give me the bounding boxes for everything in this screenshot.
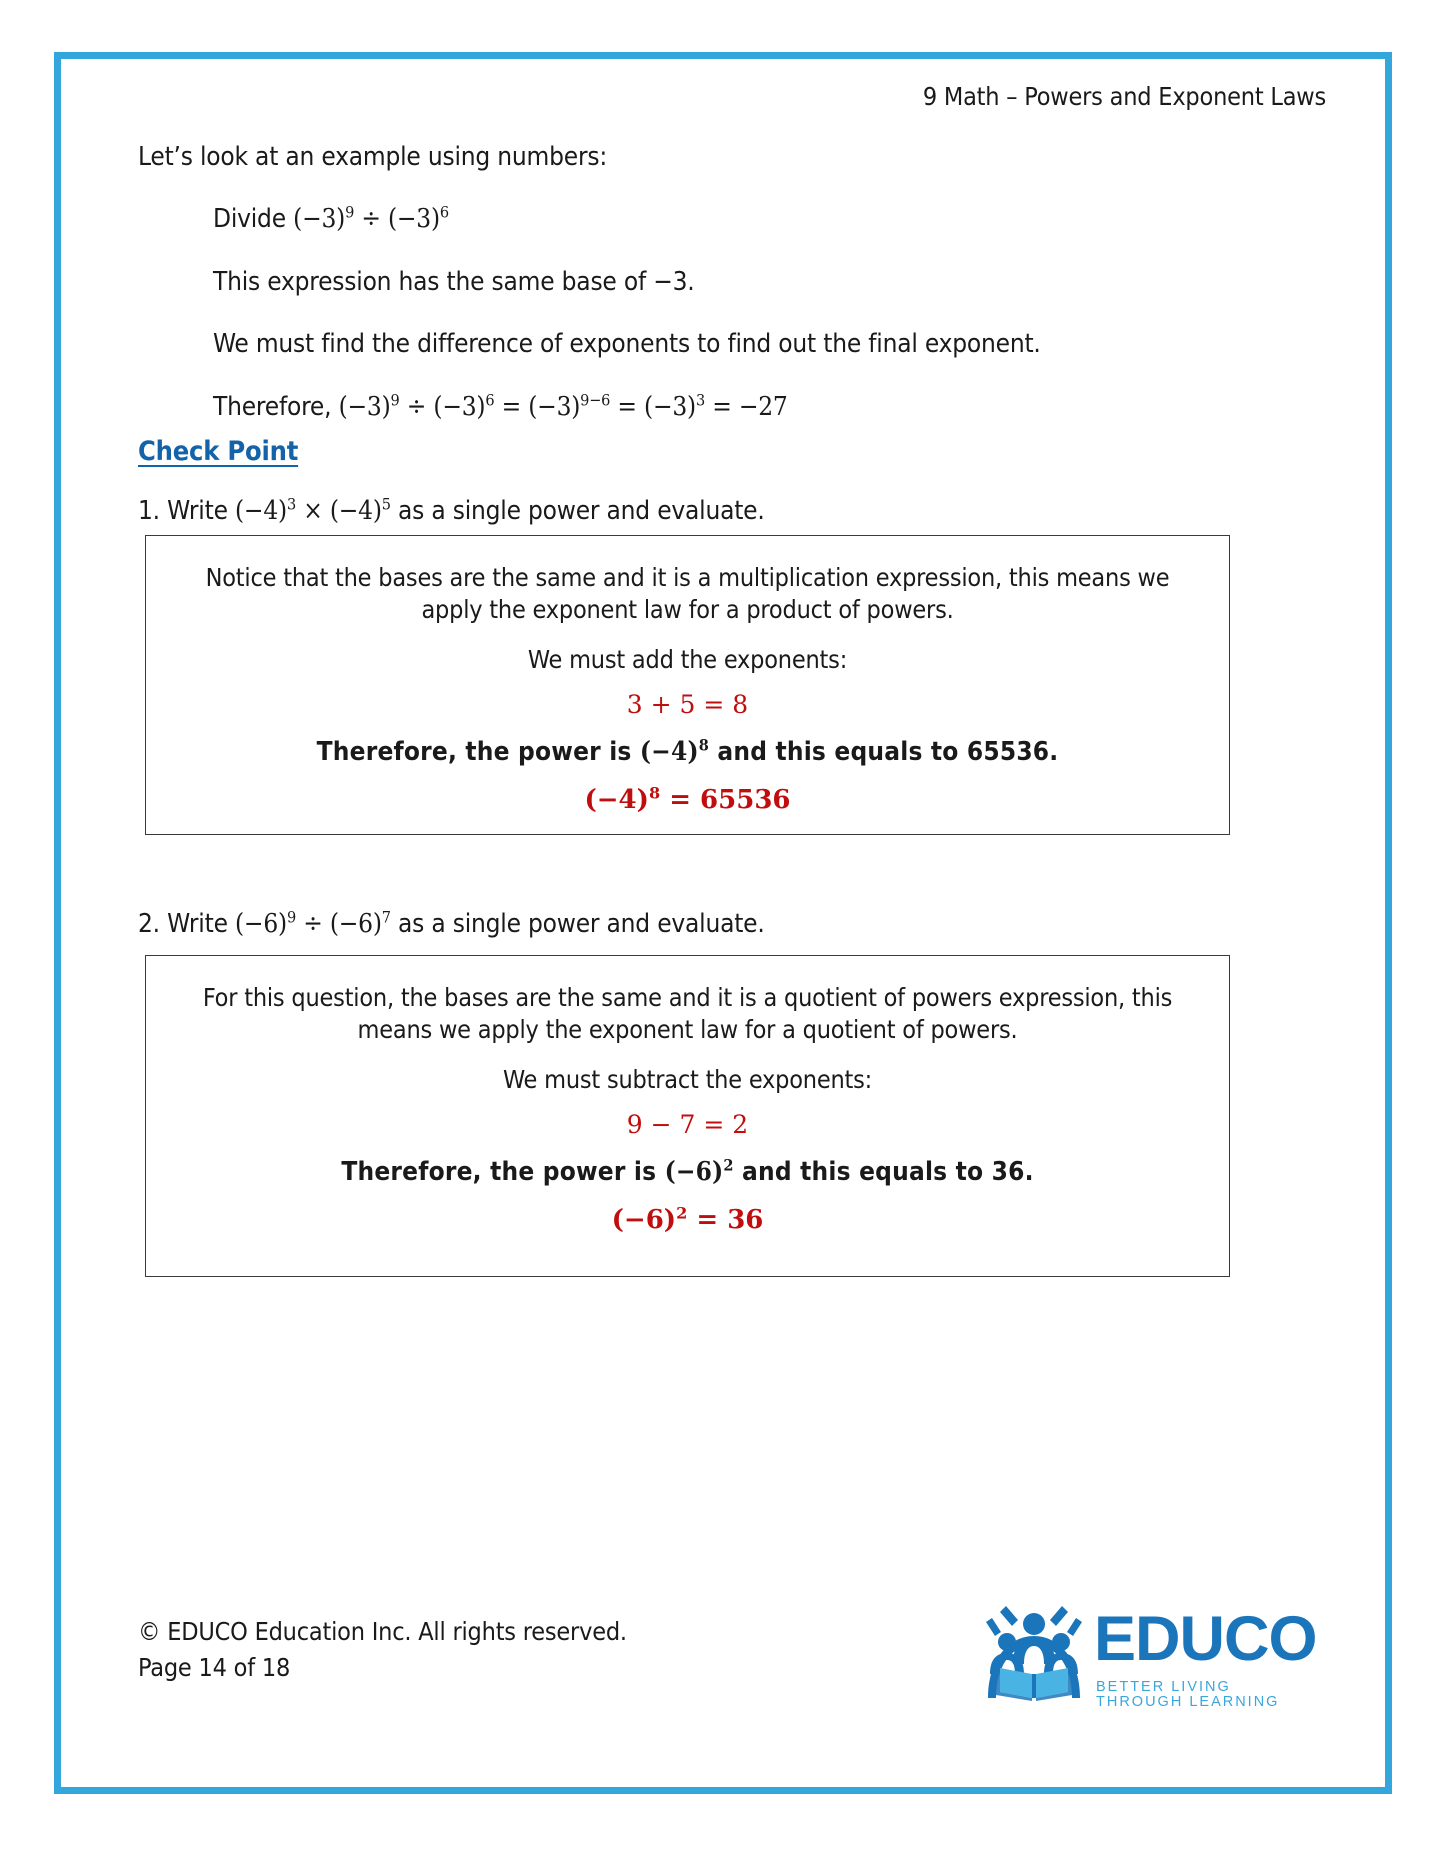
intro-section [138, 142, 1288, 453]
question-1-operator: × [295, 496, 330, 526]
therefore-result: −27 [738, 391, 788, 422]
answer-2-conclusion-base: (−6) [664, 1157, 724, 1187]
therefore-operator-1: ÷ [399, 391, 434, 422]
therefore-base-3: (−3) [528, 391, 581, 422]
therefore-operator-3: = [610, 391, 645, 422]
question-2-base-1: (−6) [235, 909, 287, 939]
answer-2-final-equation [176, 1205, 1199, 1235]
answer-2-final-value: = 36 [687, 1205, 764, 1235]
therefore-operator-4: = [704, 391, 739, 422]
answer-1-explanation: Notice that the bases are the same and it is a multiplication expression, this means we apply the exponent law for a product of powers. [205, 563, 1170, 624]
answer-2-instruction: We must subtract the exponents: [502, 1065, 873, 1094]
intro-line-divide [213, 203, 1288, 236]
question-1-text-before: Write [159, 496, 235, 526]
therefore-exponent-1: 9 [390, 390, 400, 410]
footer-text-block [138, 1614, 627, 1687]
page-footer [138, 1600, 1318, 1720]
question-2-number: 2. [138, 909, 160, 939]
therefore-prefix: Therefore, [213, 391, 339, 422]
question-2-operator: ÷ [295, 909, 330, 939]
footer-page-number: Page 14 of 18 [138, 1653, 291, 1683]
question-2-base-2: (−6) [329, 909, 382, 939]
answer-1-conclusion [176, 737, 1199, 767]
divide-base-1: (−3) [293, 204, 346, 235]
question-1-exponent-1: 3 [286, 494, 296, 514]
intro-line-same-base [213, 266, 1288, 299]
divide-operator: ÷ [354, 204, 388, 235]
check-point-heading: Check Point [138, 436, 299, 467]
answer-2-conclusion [176, 1157, 1199, 1187]
therefore-base-4: (−3) [644, 391, 696, 422]
educo-tagline: BETTER LIVING THROUGH LEARNING [1096, 1679, 1280, 1710]
answer-1-conclusion-prefix: Therefore, the power is [316, 737, 640, 767]
answer-1-conclusion-suffix: and this equals to 65536. [709, 737, 1059, 767]
answer-1-final-equation [176, 785, 1199, 815]
answer-2-explanation: For this question, the bases are the same and it is a quotient of powers expression, this means we apply the exponent law for a quotient of powers. [202, 983, 1173, 1044]
answer-1-exponent-sum: 3 + 5 = 8 [626, 690, 749, 719]
answer-1-conclusion-base: (−4) [639, 737, 699, 767]
page-content [76, 70, 1370, 1776]
question-1-exponent-2: 5 [381, 494, 391, 514]
page-header-title: 9 Math – Powers and Exponent Laws [922, 82, 1326, 111]
question-2-text-after: as a single power and evaluate. [390, 909, 765, 939]
question-2-exponent-2: 7 [381, 907, 391, 927]
therefore-exponent-2: 6 [485, 390, 495, 410]
question-2-text-before: Write [159, 909, 235, 939]
educo-wordmark: EDUCO [1094, 1604, 1317, 1674]
divide-exponent-1: 9 [345, 202, 355, 222]
answer-2-exponent-difference: 9 − 7 = 2 [626, 1110, 749, 1139]
question-1-text-after: as a single power and evaluate. [390, 496, 765, 526]
question-1-base-2: (−4) [329, 496, 382, 526]
therefore-exponent-4: 3 [695, 390, 705, 410]
question-1-answer-box [145, 535, 1230, 835]
therefore-base-2: (−3) [433, 391, 486, 422]
intro-lead-text: Let’s look at an example using numbers: [138, 142, 608, 172]
difference-text: We must find the difference of exponents to find out the final exponent. [213, 329, 1041, 360]
question-1-prompt [138, 495, 765, 528]
answer-2-conclusion-exponent: 2 [723, 1155, 734, 1175]
answer-1-instruction: We must add the exponents: [527, 645, 848, 674]
therefore-base-1: (−3) [338, 391, 391, 422]
answer-1-final-base: (−4) [584, 785, 649, 815]
intro-line-difference [213, 328, 1288, 361]
therefore-exponent-3: 9−6 [580, 390, 611, 410]
answer-2-final-exponent: 2 [676, 1203, 688, 1223]
divide-base-2: (−3) [387, 204, 440, 235]
intro-line-therefore [213, 391, 1288, 424]
answer-1-final-value: = 65536 [660, 785, 791, 815]
question-1-number: 1. [138, 496, 160, 526]
question-2-answer-box [145, 955, 1230, 1277]
answer-1-conclusion-exponent: 8 [698, 735, 710, 755]
educo-logo [982, 1600, 1317, 1710]
same-base-text: This expression has the same base of −3. [213, 266, 695, 297]
answer-2-final-base: (−6) [611, 1205, 677, 1235]
footer-copyright: © EDUCO Education Inc. All rights reserved. [138, 1617, 627, 1646]
therefore-operator-2: = [494, 391, 529, 422]
question-2-prompt [138, 908, 765, 941]
question-1-base-1: (−4) [235, 496, 287, 526]
question-2-exponent-1: 9 [286, 907, 296, 927]
divide-exponent-2: 6 [439, 202, 449, 222]
answer-1-final-exponent: 8 [648, 783, 661, 803]
divide-prefix: Divide [213, 204, 294, 235]
answer-2-conclusion-prefix: Therefore, the power is [341, 1157, 665, 1187]
educo-logo-mark-icon [982, 1602, 1086, 1702]
answer-2-conclusion-suffix: and this equals to 36. [733, 1157, 1034, 1187]
